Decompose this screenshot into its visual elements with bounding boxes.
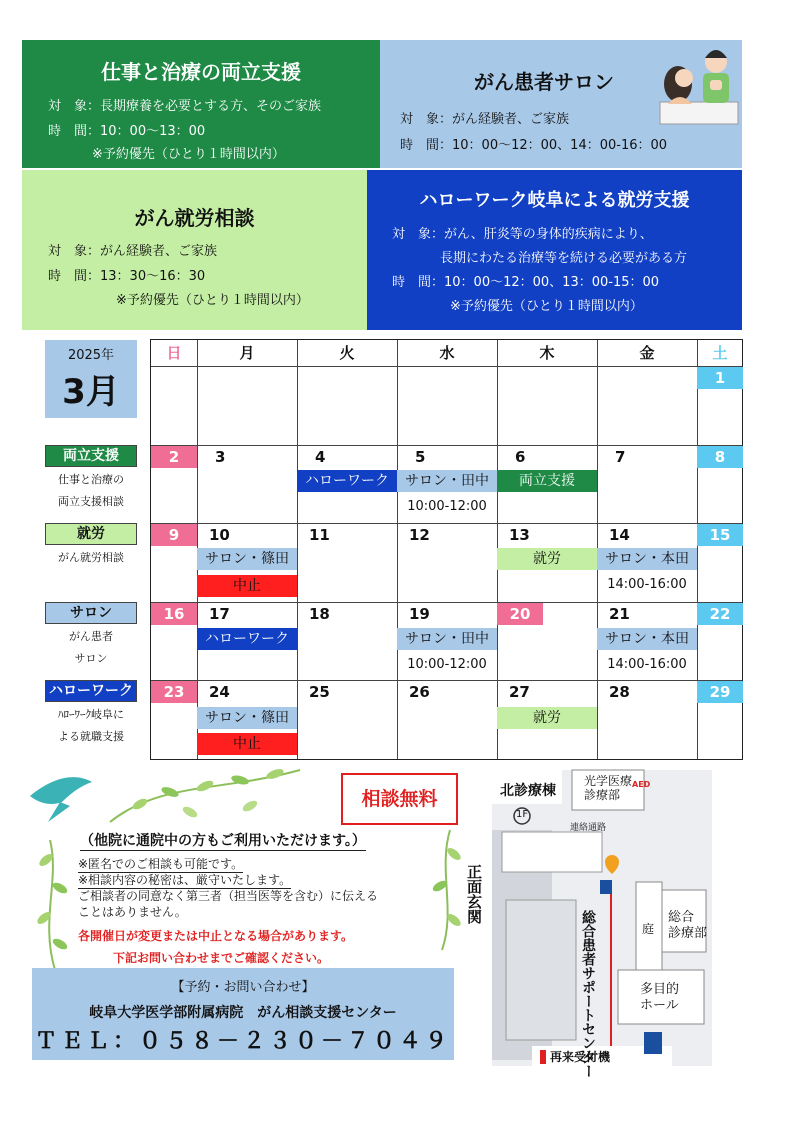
confidential-note: ※相談内容の秘密は、厳守いたします。: [78, 873, 292, 887]
date-11: 11: [309, 526, 330, 544]
weekday-fri: 金: [639, 344, 655, 362]
date-3: 3: [215, 448, 226, 466]
event-cancelled: 中止: [197, 733, 297, 755]
date-21: 21: [609, 605, 630, 623]
event-time: 14:00-16:00: [607, 577, 687, 592]
event-shuro: 就労: [497, 548, 597, 570]
counseling-illustration: [658, 42, 740, 128]
date-28: 28: [609, 683, 630, 701]
map-floor: 1F: [516, 809, 529, 820]
salon-box: [380, 40, 742, 168]
hellowork-target-line1: 対 象：がん、肝炎等の身体的疾病により、: [392, 227, 653, 242]
weekday-tue: 火: [339, 344, 355, 362]
event-shuro: 就労: [497, 707, 597, 729]
map-hall: 多目的 ホール: [640, 982, 680, 1013]
date-23: 23: [151, 681, 197, 703]
date-12: 12: [409, 526, 430, 544]
weekday-wed: 水: [439, 344, 455, 362]
date-22: 22: [697, 603, 743, 625]
employment-note: ※予約優先（ひとり１時間以内）: [116, 293, 309, 308]
hellowork-time: 時 間：10：00～12：00、13：00-15：00: [392, 275, 660, 290]
date-19: 19: [409, 605, 430, 623]
calendar-grid: [150, 339, 743, 760]
legend-hellowork-desc2: よる就職支援: [58, 730, 124, 743]
legend-ryoritsu-desc2: 両立支援相談: [58, 495, 124, 508]
date-20-holiday: 20: [497, 603, 543, 625]
legend-ryoritsu-badge: 両立支援: [45, 445, 137, 467]
employment-box: [22, 170, 367, 330]
event-salon: サロン・篠田: [197, 548, 297, 570]
legend-salon-desc1: がん患者: [69, 630, 113, 643]
salon-target: 対 象：がん経験者、ご家族: [400, 112, 570, 127]
date-8: 8: [697, 446, 743, 468]
work-treatment-note: ※予約優先（ひとり１時間以内）: [92, 147, 285, 162]
work-treatment-box: [22, 40, 380, 168]
date-5: 5: [415, 448, 426, 466]
work-treatment-target: 対 象：長期療養を必要とする方、そのご家族: [48, 99, 322, 114]
leaf-decoration-right: [420, 830, 470, 950]
salon-time: 時 間：10：00～12：00、14：00-16：00: [400, 138, 668, 153]
consent-note-line2: ことはありません。: [78, 905, 187, 919]
date-15: 15: [697, 524, 743, 546]
legend-salon-badge: サロン: [45, 602, 137, 624]
aed-icon: AED: [632, 780, 651, 789]
year-label: 2025年: [67, 348, 115, 363]
weekday-mon: 月: [239, 344, 255, 362]
date-10: 10: [209, 526, 230, 544]
date-13: 13: [509, 526, 530, 544]
map-north-building: 北診療棟: [500, 783, 556, 799]
date-29: 29: [697, 681, 743, 703]
weekday-thu: 木: [539, 344, 555, 362]
date-26: 26: [409, 683, 430, 701]
month-label-box: [45, 340, 137, 418]
employment-title: がん就労相談: [134, 206, 255, 230]
other-hospital-note: （他院に通院中の方もご利用いただけます。）: [80, 830, 366, 851]
contact-box: [32, 968, 454, 1060]
hellowork-note: ※予約優先（ひとり１時間以内）: [450, 299, 643, 314]
contact-heading: 【予約・お問い合わせ】: [171, 980, 315, 995]
date-14: 14: [609, 526, 630, 544]
date-27: 27: [509, 683, 530, 701]
legend-hellowork-desc1: ﾊﾛｰﾜｰｸ岐阜に: [58, 708, 124, 721]
date-4: 4: [315, 448, 326, 466]
work-treatment-time: 時 間：10：00～13：00: [48, 124, 206, 139]
date-7: 7: [615, 448, 626, 466]
event-salon: サロン・田中: [397, 470, 497, 492]
event-salon: サロン・本田: [597, 628, 697, 650]
date-25: 25: [309, 683, 330, 701]
change-warning-line2: 下記お問い合わせまでご確認ください。: [113, 951, 330, 965]
contact-organization: 岐阜大学医学部附属病院 がん相談支援センター: [89, 1005, 397, 1021]
weekday-sun: 日: [166, 344, 182, 362]
legend-shuro-badge: 就労: [45, 523, 137, 545]
date-24: 24: [209, 683, 230, 701]
map-corridor: 連絡通路: [570, 823, 607, 833]
free-consultation-stamp: 相談無料: [341, 773, 458, 825]
map-optical: 光学医療 診療部: [584, 774, 633, 802]
legend-ryoritsu-desc1: 仕事と治療の: [58, 473, 124, 486]
event-time: 10:00-12:00: [407, 657, 487, 672]
event-time: 14:00-16:00: [607, 657, 687, 672]
map-support-center: 総合患者サポートセンター: [580, 910, 596, 1078]
legend-shuro-desc1: がん就労相談: [58, 551, 124, 564]
map-main-entrance: 正面玄関: [465, 864, 483, 924]
date-2: 2: [151, 446, 197, 468]
location-map: [465, 770, 712, 1078]
bird-icon: [30, 777, 92, 804]
employment-time: 時 間：13：30～16：30: [48, 269, 206, 284]
anonymous-note: ※匿名でのご相談も可能です。: [78, 857, 244, 871]
date-18: 18: [309, 605, 330, 623]
month-label: 3月: [62, 372, 120, 412]
event-salon: サロン・本田: [597, 548, 697, 570]
change-warning-line1: 各開催日が変更または中止となる場合があります。: [78, 929, 354, 943]
contact-phone[interactable]: ＴＥＬ：０５８－２３０－７０４９: [34, 1029, 451, 1054]
route-line: [610, 880, 612, 1060]
map-reception: 再来受付機: [550, 1050, 611, 1064]
hellowork-target-line2: 長期にわたる治療等を続ける必要がある方: [440, 251, 688, 266]
salon-title: がん患者サロン: [474, 70, 614, 94]
employment-target: 対 象：がん経験者、ご家族: [48, 244, 218, 259]
date-1: 1: [697, 367, 743, 389]
date-17: 17: [209, 605, 230, 623]
event-hellowork: ハローワーク: [297, 470, 397, 492]
event-ryoritsu: 両立支援: [497, 470, 597, 492]
event-salon: サロン・篠田: [197, 707, 297, 729]
date-9: 9: [151, 524, 197, 546]
event-hellowork: ハローワーク: [197, 628, 297, 650]
map-courtyard: 庭: [642, 922, 655, 936]
consent-note-line1: ご相談者の同意なく第三者（担当医等を含む）に伝える: [78, 889, 379, 903]
event-cancelled: 中止: [197, 575, 297, 597]
event-time: 10:00-12:00: [407, 499, 487, 514]
date-6: 6: [515, 448, 526, 466]
hellowork-box: [367, 170, 742, 330]
legend-hellowork-badge: ハローワーク: [45, 680, 137, 702]
event-salon: サロン・田中: [397, 628, 497, 650]
hellowork-title: ハローワーク岐阜による就労支援: [419, 190, 690, 211]
work-treatment-title: 仕事と治療の両立支援: [101, 60, 301, 84]
map-general-clinic: 総合 診療部: [668, 910, 708, 941]
legend-salon-desc2: サロン: [74, 652, 108, 665]
weekday-sat: 土: [712, 344, 728, 362]
date-16: 16: [151, 603, 197, 625]
